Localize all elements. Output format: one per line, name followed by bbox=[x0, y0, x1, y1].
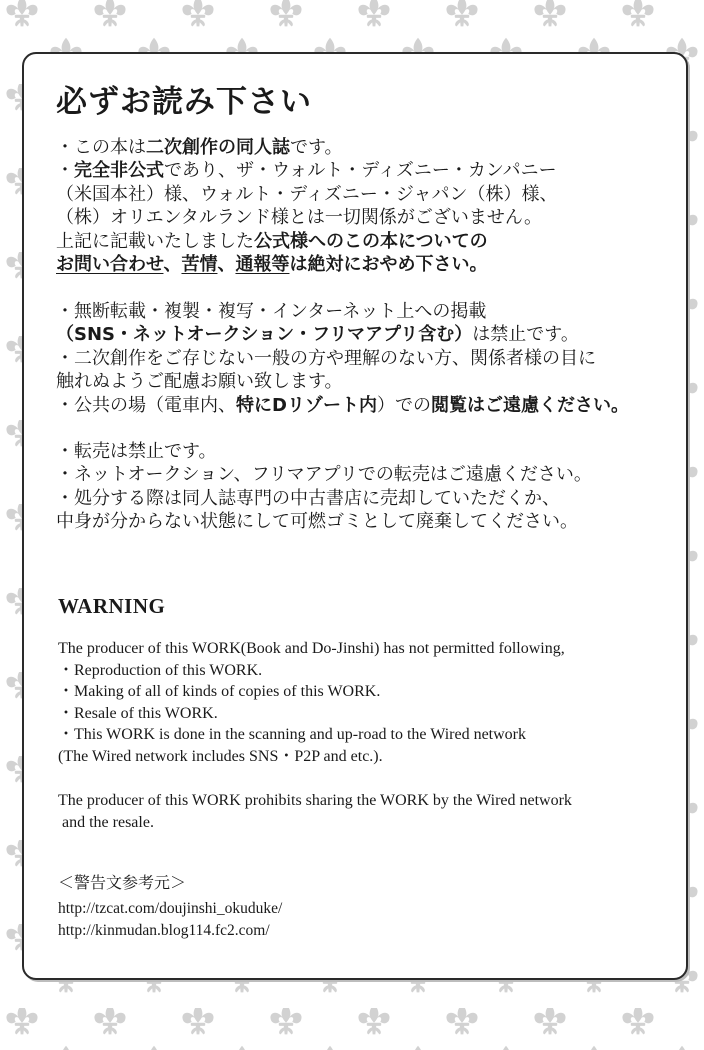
notice-line: ・ネットオークション、フリマアプリでの転売はご遠慮ください。 bbox=[56, 464, 592, 486]
notice-line: （株）オリエンタルランド様とは一切関係がございません。 bbox=[56, 207, 542, 229]
warning-line: ・Making of all of kinds of copies of this WORK. bbox=[58, 683, 381, 700]
reference-link-2: http://kinmudan.blog114.fc2.com/ bbox=[58, 922, 270, 939]
warning-line: (The Wired network includes SNS・P2P and etc.). bbox=[58, 747, 383, 765]
warning-line: ・This WORK is done in the scanning and up-road to the Wired network bbox=[58, 726, 527, 743]
reference-link-1: http://tzcat.com/doujinshi_okuduke/ bbox=[58, 900, 283, 917]
warning-line: The producer of this WORK(Book and Do-Jinshi) has not permitted following, bbox=[58, 640, 565, 657]
notice-line: お問い合わせ、苦情、通報等は絶対におやめ下さい。 bbox=[56, 254, 488, 276]
notice-line: ・転売は禁止です。 bbox=[56, 441, 217, 462]
notice-line: ・完全非公式であり、ザ・ウォルト・ディズニー・カンパニー bbox=[56, 160, 557, 182]
notice-line: （米国本社）様、ウォルト・ディズニー・ジャパン（株）様、 bbox=[56, 183, 558, 205]
notice-line: 中身が分からない状態にして可燃ゴミとして廃棄してください。 bbox=[56, 511, 578, 533]
notice-line: ・公共の場（電車内、特にDリゾート内）での閲覧はご遠慮ください。 bbox=[56, 394, 629, 416]
notice-paragraph-2 bbox=[56, 300, 629, 417]
notice-line: ・処分する際は同人誌専門の中古書店に売却していただくか、 bbox=[56, 487, 560, 509]
reference-links bbox=[58, 898, 282, 942]
warning-line: and the resale. bbox=[58, 813, 154, 831]
warning-line: The producer of this WORK prohibits sharing the WORK by the Wired network bbox=[58, 792, 572, 809]
warning-line: ・Resale of this WORK. bbox=[58, 704, 218, 722]
notice-line: （SNS・ネットオークション・フリマアプリ含む）は禁止です。 bbox=[56, 324, 579, 346]
warning-paragraph-2 bbox=[58, 790, 572, 833]
warning-paragraph-1 bbox=[58, 638, 565, 767]
notice-line: 触れぬようご配慮お願い致します。 bbox=[56, 371, 343, 393]
notice-paragraph-1 bbox=[56, 136, 557, 276]
notice-line: ・二次創作をご存じない一般の方や理解のない方、関係者様の目に bbox=[56, 347, 596, 369]
warning-heading: WARNING bbox=[58, 594, 166, 618]
notice-line: 上記に記載いたしました公式様へのこの本についての bbox=[56, 230, 488, 252]
page-title: 必ずお読み下さい bbox=[56, 84, 312, 120]
warning-line: ・Reproduction of this WORK. bbox=[58, 661, 263, 679]
references-heading: ＜警告文参考元＞ bbox=[58, 873, 187, 892]
notice-line: ・無断転載・複製・複写・インターネット上への掲載 bbox=[56, 301, 487, 322]
notice-paragraph-3 bbox=[56, 440, 592, 534]
notice-line: ・この本は二次創作の同人誌です。 bbox=[56, 137, 343, 158]
